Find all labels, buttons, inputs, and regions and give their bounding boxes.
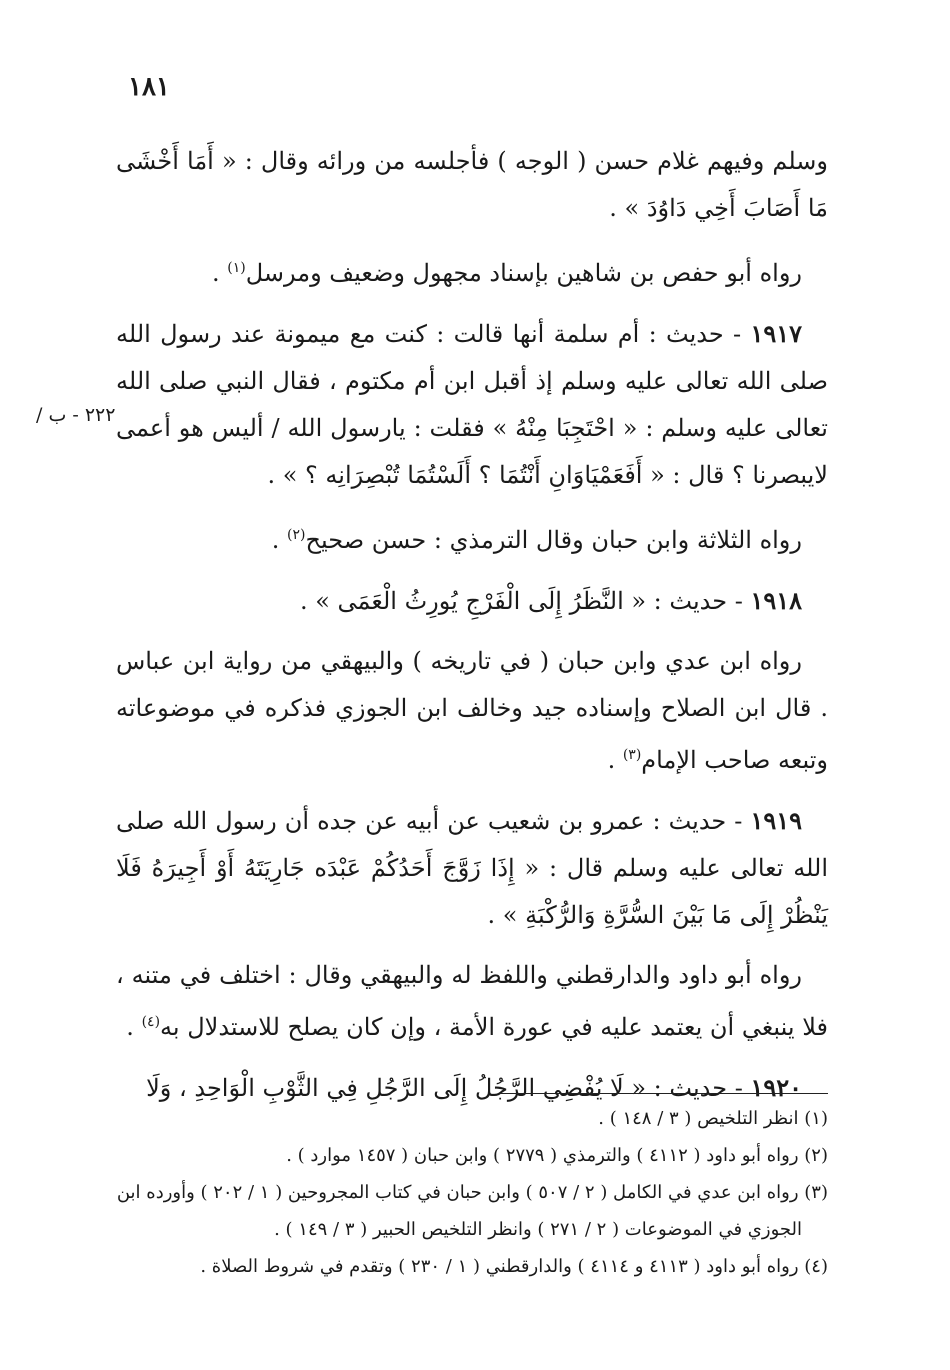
footnote-ref: (٤) — [141, 1014, 161, 1030]
footnote-1: (١) انظر التلخيص ( ٣ / ١٤٨ ) . — [598, 1108, 828, 1129]
hadith-number: ١٩١٨ — [750, 586, 802, 615]
paragraph-end: . — [211, 259, 228, 287]
hadith-number: ١٩٢٠ — [750, 1073, 802, 1102]
page-number: ١٨١ — [128, 72, 170, 102]
paragraph-text: رواه الثلاثة وابن حبان وقال الترمذي : حسن صحيح — [305, 526, 802, 554]
paragraph-text: - حديث : أم سلمة أنها قالت : كنت مع ميمونة عند رسول الله صلى الله تعالى عليه وسلم إذ أقبل ابن أم مكتوم ، فقال النبي صلى الله تعالى عليه وسلم : « احْتَجِبَا مِنْهُ » فقلت : يارسول الله / أليس هو أعمى لايبصرنا ؟ قال : « أَفَعَمْيَاوَانِ أَنْتُمَا ؟ أَلَسْتُمَا تُبْصِرَانِه ؟ » . — [116, 320, 828, 489]
margin-folio-note: ٢٢٢ - ب / — [36, 404, 116, 426]
paragraph-text: - حديث : « النَّظَرُ إِلَى الْفَرْجِ يُورِثُ الْعَمَى » . — [299, 587, 751, 615]
paragraph-end: . — [607, 746, 623, 774]
hadith-number: ١٩١٧ — [750, 319, 802, 348]
footnote-4: (٤) رواه أبو داود ( ٤١١٣ و ٤١١٤ ) والدارقطني ( ١ / ٢٣٠ ) وتقدم في شروط الصلاة . — [200, 1256, 828, 1277]
footnote-ref: (٣) — [622, 747, 642, 763]
paragraph-text: رواه أبو حفص بن شاهين بإسناد مجهول وضعيف ومرسل — [245, 259, 802, 287]
paragraph-text: رواه أبو داود والدارقطني واللفظ له والبيهقي وقال : اختلف في متنه ، فلا ينبغي أن يعتمد عليه في عورة الأمة ، وإن كان يصلح للاستدلال به — [116, 961, 828, 1041]
footnote-ref: (١) — [227, 260, 246, 276]
footnote-2: (٢) رواه أبو داود ( ٤١١٢ ) والترمذي ( ٢٧٧٩ ) وابن حبان ( ١٤٥٧ موارد ) . — [286, 1145, 828, 1166]
hadith-1917 — [116, 310, 828, 499]
footnotes — [116, 1100, 828, 1285]
footnote-ref: (٢) — [287, 527, 306, 543]
paragraph-text: رواه ابن عدي وابن حبان ( في تاريخه ) والبيهقي من رواية ابن عباس . قال ابن الصلاح وإسناده جيد وخالف ابن الجوزي فذكره في موضوعاته وتبعه صاحب الإمام — [116, 647, 829, 774]
paragraph-narration — [116, 952, 828, 1051]
hadith-1919 — [116, 797, 828, 939]
paragraph-narration — [116, 638, 828, 784]
paragraph-continuation — [116, 138, 828, 232]
hadith-1918 — [116, 577, 828, 625]
main-text — [116, 138, 828, 1125]
hadith-number: ١٩١٩ — [750, 806, 802, 835]
paragraph-end: . — [126, 1013, 142, 1041]
paragraph-narration — [116, 245, 828, 297]
footnote-3: (٣) رواه ابن عدي في الكامل ( ٢ / ٥٠٧ ) وابن حبان في كتاب المجروحين ( ١ / ٢٠٢ ) وأورده ابن — [116, 1182, 828, 1203]
footnote-3-continuation: الجوزي في الموضوعات ( ٢ / ٢٧١ ) وانظر التلخيص الحبير ( ٣ / ١٤٩ ) . — [274, 1219, 802, 1240]
paragraph-text: - حديث : عمرو بن شعيب عن أبيه عن جده أن رسول الله صلى الله تعالى عليه وسلم قال : « إِذَا زَوَّجَ أَحَدُكُمْ عَبْدَه جَارِيَتَهُ أَوْ أَجِيرَهُ فَلَا يَنْظُرْ إِلَى مَا بَيْنَ السُّرَّةِ وَالرُّكْبَةِ » . — [116, 807, 828, 929]
paragraph-narration — [116, 512, 828, 564]
footnote-divider — [500, 1093, 828, 1094]
paragraph-text: وسلم وفيهم غلام حسن ( الوجه ) فأجلسه من ورائه وقال : « أَمَا أَخْشَى مَا أَصَابَ أَخِي دَاوُدَ » . — [116, 147, 828, 222]
paragraph-end: . — [271, 526, 288, 554]
paragraph-text: - حديث : « لَا يُفْضِي الرَّجُلُ إِلَى الرَّجُلِ فِي الثَّوْبِ الْوَاحِدِ ، وَلَا — [146, 1074, 751, 1102]
